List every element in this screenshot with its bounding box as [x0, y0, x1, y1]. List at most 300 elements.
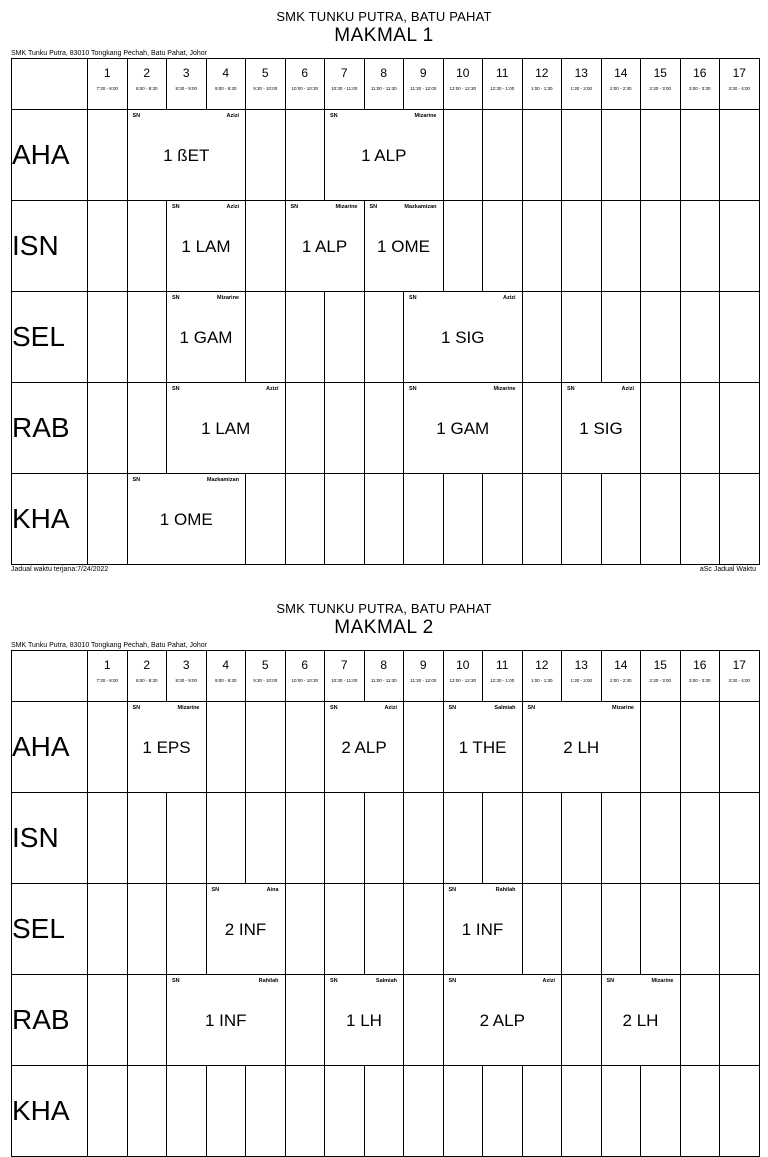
period-header [443, 651, 483, 702]
day-label: AHA [12, 110, 88, 201]
empty-slot [443, 1066, 483, 1157]
period-header [601, 651, 641, 702]
period-header [246, 59, 286, 110]
empty-slot [325, 793, 365, 884]
lesson-cell[interactable] [167, 975, 286, 1066]
period-number: 14 [614, 66, 628, 80]
period-header [88, 59, 128, 110]
period-header [88, 651, 128, 702]
empty-slot [641, 702, 681, 793]
empty-slot [404, 474, 444, 565]
period-time: 11:30 - 12:00 [410, 678, 437, 683]
period-time: 8:30 - 9:00 [175, 86, 197, 91]
empty-slot [562, 110, 602, 201]
lesson-subject: 1 LAM [201, 419, 251, 438]
lesson-teacher: Salmiah [494, 705, 516, 711]
lesson-teacher: Azizi [226, 113, 239, 119]
lesson-cell[interactable] [325, 702, 404, 793]
lesson-subject: 1 GAM [179, 328, 233, 347]
period-number: 7 [340, 66, 348, 80]
empty-slot [364, 474, 404, 565]
empty-slot [443, 201, 483, 292]
period-header [246, 651, 286, 702]
empty-slot [720, 110, 760, 201]
period-number: 9 [419, 66, 427, 80]
day-label: AHA [12, 702, 88, 793]
period-header [325, 651, 365, 702]
lesson-subject: 1 SIG [441, 328, 485, 347]
empty-slot [88, 474, 128, 565]
empty-slot [167, 1066, 207, 1157]
period-number: 6 [301, 658, 309, 672]
empty-slot [285, 474, 325, 565]
empty-slot [404, 793, 444, 884]
period-number: 10 [456, 66, 470, 80]
period-number: 1 [103, 66, 111, 80]
empty-slot [127, 201, 167, 292]
empty-slot [720, 884, 760, 975]
period-header [364, 651, 404, 702]
lesson-code: SN [448, 978, 457, 984]
lesson-teacher: Salmiah [375, 978, 397, 984]
period-header [167, 59, 207, 110]
lesson-teacher: Mizarine [611, 705, 634, 711]
empty-slot [443, 793, 483, 884]
empty-slot [364, 793, 404, 884]
period-time: 7:30 - 8:00 [96, 678, 118, 683]
empty-slot [285, 110, 325, 201]
day-label: KHA [12, 474, 88, 565]
empty-slot [88, 793, 128, 884]
lesson-subject: 1 OME [159, 510, 213, 529]
period-header [325, 59, 365, 110]
empty-slot [364, 383, 404, 474]
period-number: 6 [301, 66, 309, 80]
period-header [720, 59, 760, 110]
period-number: 13 [574, 66, 588, 80]
period-header [680, 651, 720, 702]
period-time: 10:00 - 10:30 [291, 86, 319, 91]
lesson-teacher: Azizi [621, 386, 634, 392]
period-time: 12:00 - 12:30 [449, 678, 477, 683]
lesson-cell[interactable] [443, 884, 522, 975]
empty-slot [680, 201, 720, 292]
lesson-code: SN [330, 705, 338, 711]
period-number: 17 [732, 658, 746, 672]
lesson-cell[interactable] [404, 292, 523, 383]
period-time: 2:00 - 2:30 [609, 86, 632, 91]
empty-slot [562, 884, 602, 975]
empty-slot [246, 110, 286, 201]
period-time: 7:30 - 8:00 [96, 86, 118, 91]
period-header [285, 651, 325, 702]
empty-slot [88, 201, 128, 292]
period-time: 12:00 - 12:30 [449, 86, 477, 91]
period-header [364, 59, 404, 110]
empty-slot [285, 383, 325, 474]
lesson-cell[interactable] [167, 383, 286, 474]
lesson-teacher: Rahilah [495, 887, 516, 893]
period-time: 1:00 - 1:30 [530, 678, 553, 683]
empty-slot [641, 383, 681, 474]
empty-slot [483, 201, 523, 292]
empty-slot [641, 292, 681, 383]
period-time: 9:00 - 9:30 [214, 678, 237, 683]
empty-slot [325, 383, 365, 474]
period-time: 10:30 - 11:00 [331, 678, 358, 683]
empty-slot [364, 1066, 404, 1157]
period-number: 13 [574, 658, 588, 672]
empty-slot [88, 383, 128, 474]
period-number: 5 [261, 658, 269, 672]
lesson-teacher: Mazkamizan [206, 477, 239, 483]
lesson-code: SN [409, 295, 417, 301]
lesson-cell[interactable] [167, 292, 246, 383]
day-label: ISN [12, 793, 88, 884]
empty-slot [246, 1066, 286, 1157]
day-label: KHA [12, 1066, 88, 1157]
day-row [12, 975, 760, 1066]
period-time: 8:30 - 9:00 [175, 678, 197, 683]
lesson-teacher: Mizarine [414, 113, 437, 119]
period-number: 14 [614, 658, 628, 672]
lesson-subject: 2 LH [622, 1011, 659, 1030]
period-time: 10:00 - 10:30 [291, 678, 319, 683]
school-address: SMK Tunku Putra, 83010 Tongkang Pechah, Batu Pahat, Johor [11, 642, 208, 649]
period-number: 10 [456, 658, 470, 672]
empty-slot [246, 702, 286, 793]
lesson-cell[interactable] [127, 474, 246, 565]
empty-slot [325, 884, 365, 975]
period-number: 15 [653, 66, 667, 80]
empty-slot [404, 702, 444, 793]
empty-slot [483, 793, 523, 884]
period-number: 11 [496, 66, 509, 80]
lesson-code: SN [330, 978, 338, 984]
empty-slot [167, 884, 207, 975]
school-title: SMK TUNKU PUTRA, BATU PAHAT [276, 9, 492, 24]
period-number: 1 [103, 658, 111, 672]
empty-slot [285, 292, 325, 383]
lesson-code: SN [211, 887, 220, 893]
empty-slot [127, 1066, 167, 1157]
lesson-teacher: Mizarine [177, 705, 200, 711]
corner-cell [12, 59, 88, 110]
empty-slot [443, 474, 483, 565]
period-time: 11:00 - 11:30 [370, 678, 397, 683]
empty-slot [325, 292, 365, 383]
empty-slot [522, 1066, 562, 1157]
empty-slot [483, 1066, 523, 1157]
empty-slot [601, 1066, 641, 1157]
period-time: 11:00 - 11:30 [370, 86, 397, 91]
day-row [12, 292, 760, 383]
empty-slot [88, 702, 128, 793]
period-time: 3:00 - 3:30 [688, 678, 711, 683]
lesson-cell[interactable] [443, 975, 562, 1066]
empty-slot [127, 793, 167, 884]
lesson-teacher: Mizarine [493, 386, 516, 392]
empty-slot [641, 474, 681, 565]
lesson-code: SN [132, 477, 141, 483]
empty-slot [167, 793, 207, 884]
period-number: 2 [143, 658, 151, 672]
period-number: 16 [693, 658, 707, 672]
empty-slot [127, 383, 167, 474]
period-number: 15 [653, 658, 667, 672]
empty-slot [522, 292, 562, 383]
empty-slot [562, 793, 602, 884]
empty-slot [285, 975, 325, 1066]
empty-slot [127, 975, 167, 1066]
empty-slot [88, 975, 128, 1066]
lesson-cell[interactable] [404, 383, 523, 474]
lesson-cell[interactable] [127, 110, 246, 201]
lesson-subject: 1 GAM [436, 419, 490, 438]
empty-slot [522, 110, 562, 201]
lesson-cell[interactable] [325, 110, 444, 201]
lesson-code: SN [448, 705, 457, 711]
lesson-teacher: Mizarine [335, 204, 358, 210]
empty-slot [285, 793, 325, 884]
corner-cell [12, 651, 88, 702]
empty-slot [680, 383, 720, 474]
period-header [167, 651, 207, 702]
day-row [12, 1066, 760, 1157]
lesson-teacher: Azizi [265, 386, 279, 392]
lesson-subject: 1 THE [458, 738, 507, 757]
period-header [127, 651, 167, 702]
period-number: 12 [535, 66, 549, 80]
empty-slot [720, 702, 760, 793]
lesson-subject: 1 INF [204, 1011, 247, 1030]
empty-slot [206, 793, 246, 884]
day-row [12, 474, 760, 565]
day-label: ISN [12, 201, 88, 292]
period-time: 9:30 - 10:00 [253, 86, 278, 91]
lesson-subject: 2 ALP [479, 1011, 525, 1030]
day-row [12, 383, 760, 474]
empty-slot [325, 474, 365, 565]
empty-slot [246, 201, 286, 292]
empty-slot [127, 292, 167, 383]
lesson-subject: 1 INF [461, 920, 504, 939]
period-time: 10:30 - 11:00 [331, 86, 358, 91]
period-header [641, 651, 681, 702]
lesson-cell[interactable] [601, 975, 680, 1066]
empty-slot [206, 1066, 246, 1157]
empty-slot [364, 292, 404, 383]
empty-slot [522, 884, 562, 975]
lesson-cell[interactable] [285, 201, 364, 292]
empty-slot [720, 201, 760, 292]
empty-slot [680, 110, 720, 201]
lesson-subject: 1 ALP [301, 237, 348, 256]
lesson-code: SN [527, 705, 536, 711]
lesson-subject: 1 ALP [361, 146, 407, 165]
period-time: 1:30 - 2:00 [570, 678, 592, 683]
period-time: 3:00 - 3:30 [688, 86, 711, 91]
lesson-cell[interactable] [364, 201, 443, 292]
lesson-cell[interactable] [127, 702, 206, 793]
period-header [562, 651, 602, 702]
lesson-cell[interactable] [443, 702, 522, 793]
empty-slot [720, 1066, 760, 1157]
empty-slot [601, 292, 641, 383]
software-credit: aSc Jadual Waktu [699, 566, 756, 573]
empty-slot [522, 383, 562, 474]
day-row [12, 793, 760, 884]
empty-slot [562, 1066, 602, 1157]
period-header [206, 651, 246, 702]
period-number: 17 [732, 66, 746, 80]
empty-slot [522, 201, 562, 292]
empty-slot [601, 110, 641, 201]
period-header [720, 651, 760, 702]
day-row [12, 702, 760, 793]
empty-slot [720, 793, 760, 884]
period-time: 12:30 - 1:00 [490, 678, 515, 683]
period-time: 8:00 - 8:30 [135, 678, 158, 683]
empty-slot [88, 884, 128, 975]
empty-slot [720, 383, 760, 474]
lesson-teacher: Mazkamizan [404, 204, 437, 210]
empty-slot [601, 884, 641, 975]
empty-slot [641, 1066, 681, 1157]
empty-slot [720, 474, 760, 565]
empty-slot [720, 292, 760, 383]
period-header [404, 59, 444, 110]
empty-slot [285, 884, 325, 975]
period-time: 9:00 - 9:30 [214, 86, 237, 91]
lesson-subject: 2 ALP [341, 738, 387, 757]
empty-slot [285, 702, 325, 793]
period-header [680, 59, 720, 110]
empty-slot [88, 1066, 128, 1157]
empty-slot [483, 110, 523, 201]
lesson-teacher: Aina [266, 887, 279, 893]
period-time: 2:30 - 3:00 [649, 86, 671, 91]
lesson-teacher: Azizi [542, 978, 555, 984]
lesson-cell[interactable] [206, 884, 285, 975]
lesson-subject: 1 SIG [579, 419, 623, 438]
period-number: 8 [380, 658, 388, 672]
period-header [483, 59, 523, 110]
period-time: 2:00 - 2:30 [609, 678, 632, 683]
day-row [12, 201, 760, 292]
lesson-code: SN [172, 295, 180, 301]
period-time: 1:00 - 1:30 [530, 86, 553, 91]
lesson-code: SN [448, 887, 457, 893]
lesson-teacher: Mizarine [216, 295, 239, 301]
period-time: 3:30 - 4:00 [728, 678, 750, 683]
period-number: 4 [222, 658, 230, 672]
day-label: SEL [12, 292, 88, 383]
period-time: 8:00 - 8:30 [135, 86, 158, 91]
period-number: 9 [419, 658, 427, 672]
generated-date: Jadual waktu terjana:7/24/2022 [11, 566, 109, 573]
empty-slot [680, 884, 720, 975]
empty-slot [522, 474, 562, 565]
period-time: 12:30 - 1:00 [490, 86, 515, 91]
empty-slot [404, 975, 444, 1066]
lesson-code: SN [172, 204, 180, 210]
period-header [127, 59, 167, 110]
day-label: RAB [12, 975, 88, 1066]
lesson-subject: 2 INF [224, 920, 267, 939]
empty-slot [680, 702, 720, 793]
period-number: 16 [693, 66, 707, 80]
lesson-code: SN [290, 204, 299, 210]
empty-slot [404, 1066, 444, 1157]
lesson-code: SN [132, 113, 141, 119]
empty-slot [443, 110, 483, 201]
timetable-grid [11, 58, 760, 565]
lesson-subject: 1 LH [346, 1011, 382, 1030]
empty-slot [680, 474, 720, 565]
period-number: 2 [143, 66, 151, 80]
empty-slot [127, 884, 167, 975]
school-address: SMK Tunku Putra, 83010 Tongkang Pechah, Batu Pahat, Johor [11, 50, 208, 57]
empty-slot [601, 474, 641, 565]
lesson-code: SN [409, 386, 417, 392]
empty-slot [680, 1066, 720, 1157]
day-label: RAB [12, 383, 88, 474]
school-title: SMK TUNKU PUTRA, BATU PAHAT [276, 601, 492, 616]
empty-slot [641, 201, 681, 292]
period-number: 11 [496, 658, 509, 672]
day-label: SEL [12, 884, 88, 975]
period-number: 3 [182, 66, 190, 80]
empty-slot [680, 292, 720, 383]
period-header [206, 59, 246, 110]
lesson-code: SN [172, 978, 180, 984]
lesson-teacher: Mizarine [651, 978, 674, 984]
period-time: 2:30 - 3:00 [649, 678, 671, 683]
empty-slot [562, 292, 602, 383]
lesson-subject: 1 LAM [181, 237, 231, 256]
lesson-cell[interactable] [167, 201, 246, 292]
period-header [285, 59, 325, 110]
lesson-code: SN [132, 705, 141, 711]
lesson-teacher: Azizi [384, 705, 397, 711]
empty-slot [404, 884, 444, 975]
room-title: MAKMAL 1 [334, 25, 434, 46]
lesson-cell[interactable] [325, 975, 404, 1066]
period-number: 4 [222, 66, 230, 80]
empty-slot [285, 1066, 325, 1157]
period-header [522, 59, 562, 110]
period-time: 11:30 - 12:00 [410, 86, 437, 91]
empty-slot [522, 793, 562, 884]
empty-slot [641, 793, 681, 884]
empty-slot [562, 474, 602, 565]
lesson-code: SN [567, 386, 575, 392]
lesson-cell[interactable] [562, 383, 641, 474]
lesson-cell[interactable] [522, 702, 641, 793]
lesson-code: SN [172, 386, 180, 392]
empty-slot [483, 474, 523, 565]
period-number: 5 [261, 66, 269, 80]
empty-slot [680, 975, 720, 1066]
period-header [443, 59, 483, 110]
empty-slot [720, 975, 760, 1066]
empty-slot [88, 110, 128, 201]
period-header [641, 59, 681, 110]
day-row [12, 110, 760, 201]
lesson-teacher: Azizi [226, 204, 239, 210]
lesson-code: SN [369, 204, 378, 210]
